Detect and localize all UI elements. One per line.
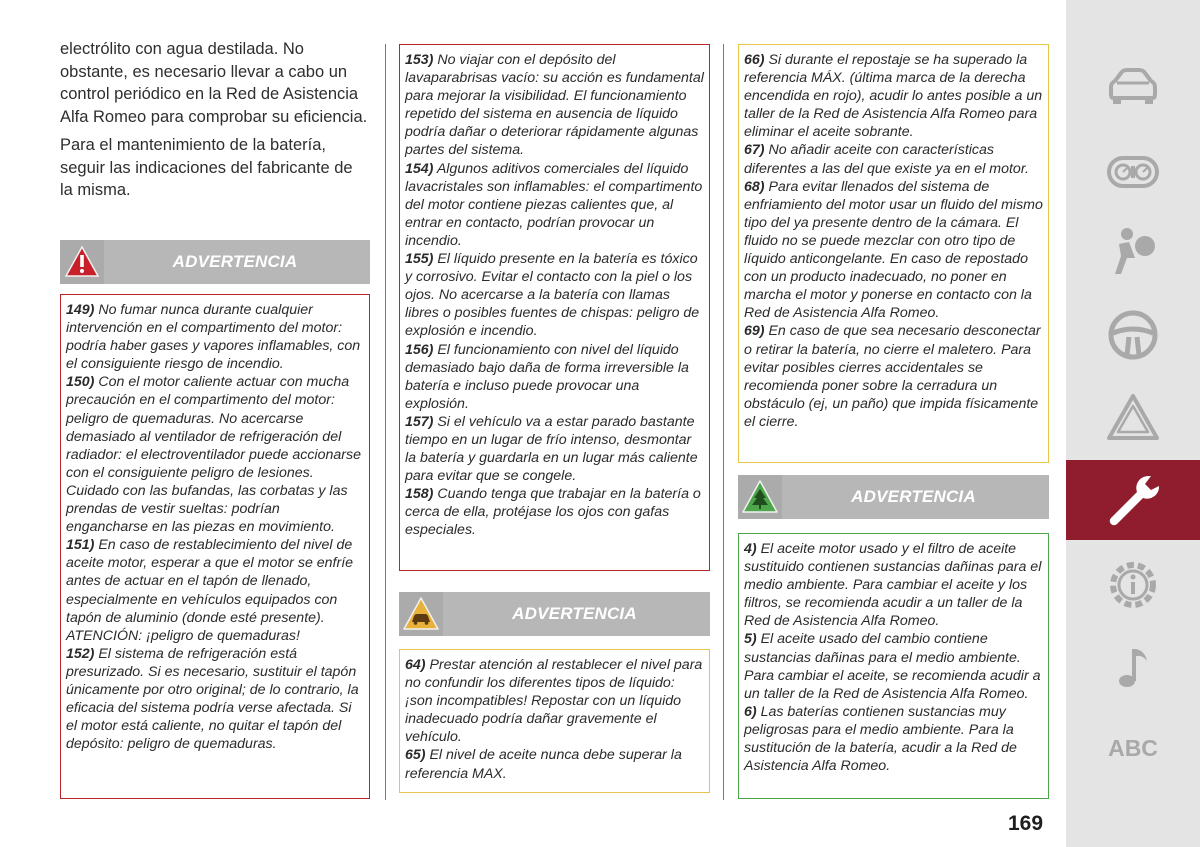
- warning-box-yellow-2: [738, 44, 1049, 463]
- steering-wheel-icon: [1105, 307, 1161, 363]
- intro-paragraph-2: Para el mantenimiento de la batería, seguir las indicaciones del fabricante de la misma.: [60, 136, 353, 199]
- sidebar-item-safety[interactable]: [1066, 212, 1200, 292]
- intro-text: [60, 38, 370, 208]
- car-icon: [1105, 65, 1161, 109]
- sidebar-item-multimedia[interactable]: [1066, 627, 1200, 707]
- wrench-icon: [1103, 470, 1163, 530]
- sidebar-item-dashboard[interactable]: [1066, 132, 1200, 212]
- abc-index-label: ABC: [1108, 734, 1158, 761]
- warning-item: 66) Si durante el repostaje se ha superado la referencia MÁX. (última marca de la derecha encendida en rojo), acudir lo antes posible a un taller de la Red de Asistencia Alfa Romeo para eliminar el aceite sobrante.: [744, 52, 1043, 141]
- warning-item: 65) El nivel de aceite nunca debe superar la referencia MAX.: [405, 747, 682, 782]
- chapter-sidebar: [1066, 0, 1200, 847]
- warning-item: 151) En caso de restablecimiento del nivel de aceite motor, esperar a que el motor se enfríe antes de actuar en el tapón de llenado, especialmente en vehículos equipados con tapón de aluminio (donde esté presente). ATENCIÓN: ¡peligro de quemaduras!: [66, 537, 354, 644]
- warning-item: 149) No fumar nunca durante cualquier intervención en el compartimento del motor: podría haber gases y vapores inflamables, con el consiguiente riesgo de incendio.: [66, 302, 361, 373]
- warning-item: 6) Las baterías contienen sustancias muy peligrosas para el medio ambiente. Para la sustitución de la batería, acudir a la Red de Asistencia Alfa Romeo.: [744, 703, 1017, 775]
- warning-item: 67) No añadir aceite con características diferentes a las del que existe ya en el motor.: [744, 142, 1029, 177]
- sidebar-item-car[interactable]: [1066, 47, 1200, 127]
- warning-header-red: [60, 240, 370, 284]
- sidebar-item-driving[interactable]: [1066, 295, 1200, 375]
- sidebar-item-technical-data[interactable]: [1066, 545, 1200, 625]
- airbag-icon: [1105, 224, 1161, 280]
- warning-item: 64) Prestar atención al restablecer el nivel para no confundir los diferentes tipos de líquido: ¡son incompatibles! Repostar con un líquido inadecuado podría dañar gravemente el vehículo.: [405, 657, 703, 746]
- warning-triangle-icon: [1105, 392, 1161, 444]
- warning-item: 157) Si el vehículo va a estar parado bastante tiempo en un lugar de frío intenso, desmontar la batería y guardarla en un lugar más caliente para evitar que se congele.: [405, 413, 698, 485]
- warning-header-yellow: [399, 592, 710, 636]
- warning-item: 158) Cuando tenga que trabajar en la batería o cerca de ella, protéjase los ojos con gafas especiales.: [405, 486, 701, 539]
- info-gear-icon: [1105, 557, 1161, 613]
- intro-paragraph-1: electrólito con agua destilada. No obstante, es necesario llevar a cabo un control periódico en la Red de Asistencia Alfa Romeo para comprobar su eficiencia.: [60, 40, 368, 126]
- warning-header-label: ADVERTENCIA: [172, 252, 298, 271]
- dashboard-icon: [1105, 152, 1161, 192]
- warning-item: 68) Para evitar llenados del sistema de enfriamiento del motor usar un fluido del mismo tipo del ya presente dentro de la cámara. El fluido no se puede mezclar con otro tipo de líquido anticongelante. En caso de repostado con un producto inadecuado, no poner en marcha el motor y ponerse en contacto con la Red de Asistencia Alfa Romeo.: [744, 178, 1043, 322]
- warning-item: 4) El aceite motor usado y el filtro de aceite sustituido contienen sustancias dañinas para el medio ambiente. Para cambiar el aceite y los filtros, se recomienda acudir a un taller de la Red de Asistencia Alfa Romeo.: [744, 541, 1042, 630]
- warning-item: 156) El funcionamiento con nivel del líquido demasiado bajo daña de forma irreversible la batería e incluso puede provocar una explosión.: [405, 341, 689, 412]
- warning-header-green: [738, 475, 1049, 519]
- warning-item: 69) En caso de que sea necesario desconectar o retirar la batería, no cierre el maletero. Para evitar posibles cierres accidentales se recomienda poner sobre la cerradura un obstáculo (ej, un paño) que impida físicamente el cierre.: [744, 323, 1041, 430]
- sidebar-item-index[interactable]: [1066, 708, 1200, 788]
- warning-item: 153) No viajar con el depósito del lavaparabrisas vacío: su acción es fundamental para mejorar la visibilidad. El funcionamiento repetido del sistema en ausencia de líquido podría dañar o deteriorar rápidamente algunas partes del sistema.: [405, 52, 704, 159]
- column-divider-1: [385, 44, 386, 800]
- warning-header-label: ADVERTENCIA: [851, 487, 976, 506]
- sidebar-item-emergency[interactable]: [1066, 378, 1200, 458]
- warning-item: 5) El aceite usado del cambio contiene sustancias dañinas para el medio ambiente. Para cambiar el aceite, se recomienda acudir a un taller de la Red de Asistencia Alfa Romeo.: [744, 631, 1041, 702]
- warning-box-red-1: [60, 294, 370, 799]
- warning-item: 152) El sistema de refrigeración está presurizado. Si es necesario, sustituir el tapón únicamente por otro original; de lo contrario, la eficacia del sistema podría verse afectada. Si el motor está caliente, no quitar el tapón del depósito: peligro de quemaduras.: [66, 645, 359, 753]
- column-divider-2: [723, 44, 724, 800]
- warning-box-green: [738, 533, 1049, 799]
- music-note-icon: [1105, 639, 1161, 695]
- sidebar-item-maintenance[interactable]: [1066, 460, 1200, 540]
- warning-item: 154) Algunos aditivos comerciales del líquido lavacristales son inflamables: el compartimento del motor contiene piezas calientes que, al entrar en contacto, podrían provocar un incendio.: [405, 160, 703, 249]
- page-number: 169: [1008, 812, 1044, 835]
- warning-box-yellow-1: [399, 649, 710, 793]
- warning-box-red-2: [399, 44, 710, 571]
- warning-item: 155) El líquido presente en la batería es tóxico y corrosivo. Evitar el contacto con la piel o los ojos. No acercarse a la batería con llamas libres o posibles fuentes de chispas: peligro de explosión e incendio.: [405, 251, 700, 340]
- warning-item: 150) Con el motor caliente actuar con mucha precaución en el compartimento del motor: peligro de quemaduras. No acercarse demasiado al ventilador de refrigeración del radiador: el electroventilador puede accionarse con el consiguiente peligro de lesiones. Cuidado con las bufandas, las corbatas y las prendas de vestir sueltas: podrían engancharse en las piezas en movimiento.: [66, 374, 361, 536]
- warning-header-label: ADVERTENCIA: [512, 604, 637, 623]
